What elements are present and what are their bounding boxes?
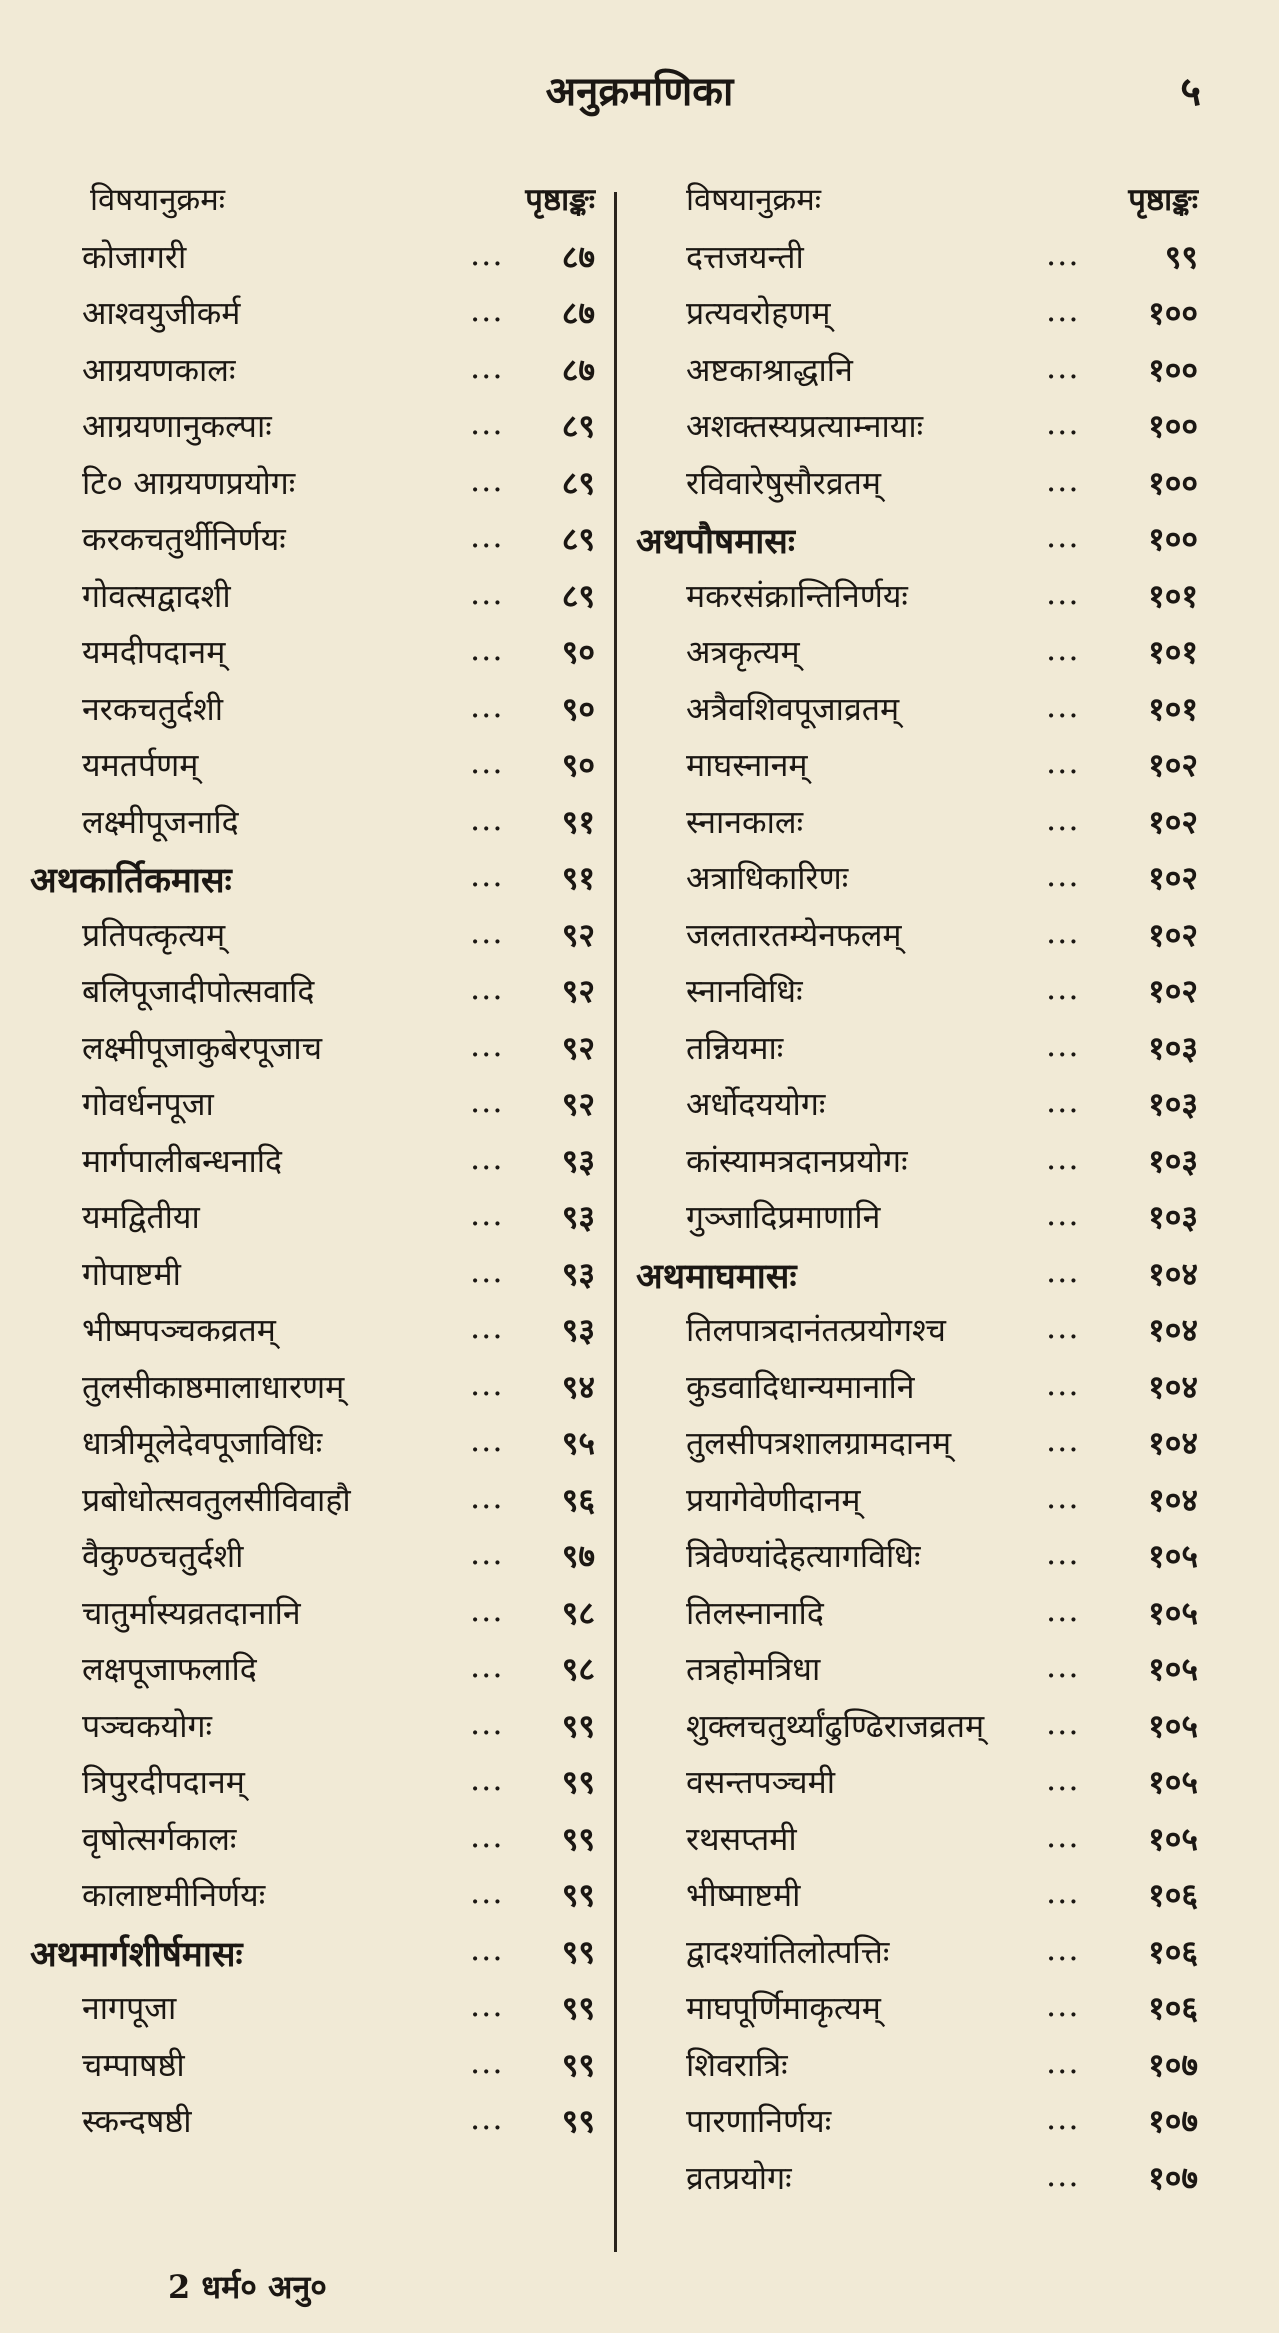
- entry-label: आग्रयणकालः: [82, 350, 236, 389]
- index-entry: [636, 848, 1198, 905]
- index-entry: [30, 1357, 595, 1414]
- entry-page-number: ९१: [561, 802, 595, 841]
- index-entry: [636, 1357, 1198, 1414]
- entry-label: गुञ्जादिप्रमाणानि: [686, 1198, 881, 1236]
- index-section-heading: [636, 1244, 1198, 1301]
- entry-page-number: ८९: [561, 463, 595, 502]
- index-column-right: [636, 170, 1198, 2204]
- entry-label: टि० आग्रयणप्रयोगः: [82, 463, 296, 502]
- dot-leader: ...: [1046, 630, 1080, 668]
- entry-page-number: १०४: [1148, 1311, 1198, 1349]
- index-entry: [636, 1696, 1198, 1753]
- index-entry: [30, 905, 595, 962]
- index-entry: [636, 1526, 1198, 1583]
- index-entry: [636, 1300, 1198, 1357]
- dot-leader: ...: [470, 1986, 504, 2024]
- dot-leader: ...: [470, 1873, 504, 1911]
- entry-page-number: ९१: [561, 859, 595, 897]
- dot-leader: ...: [1046, 1138, 1080, 1177]
- entry-label: अत्रैवशिवपूजाव्रतम्: [686, 689, 900, 728]
- entry-page-number: १०५: [1148, 1593, 1198, 1632]
- index-entry: [30, 1809, 595, 1866]
- entry-label: यमद्वितीया: [82, 1198, 200, 1236]
- dot-leader: ...: [1046, 347, 1080, 386]
- dot-leader: ...: [470, 1477, 504, 1516]
- page-header: [0, 62, 1279, 122]
- index-entry: [30, 1187, 595, 1244]
- entry-page-number: १०५: [1148, 1763, 1198, 1801]
- entry-page-number: १०७: [1148, 2102, 1198, 2140]
- index-entry: [30, 283, 595, 340]
- index-section-heading: [30, 848, 595, 905]
- dot-leader: ...: [1046, 1308, 1080, 1346]
- entry-label: तुलसीपत्रशालग्रामदानम्: [686, 1424, 952, 1462]
- index-entry: [636, 622, 1198, 679]
- dot-leader: ...: [470, 517, 504, 555]
- entry-page-number: १०४: [1148, 1480, 1198, 1519]
- index-entry: [636, 961, 1198, 1018]
- dot-leader: ...: [1046, 2155, 1080, 2194]
- dot-leader: ...: [470, 1703, 504, 1742]
- index-entry: [636, 396, 1198, 453]
- index-entry: [30, 1978, 595, 2035]
- dot-leader: ...: [1046, 404, 1080, 442]
- heading-topic: विषयानुक्रमः: [686, 182, 822, 218]
- entry-page-number: १०३: [1148, 1028, 1198, 1067]
- index-entry: [636, 227, 1198, 284]
- dot-leader: ...: [1046, 517, 1080, 555]
- entry-label: कालाष्टमीनिर्णयः: [82, 1876, 266, 1914]
- entry-label: अथमाघमासः: [636, 1255, 797, 1297]
- entry-label: तुलसीकाष्ठमालाधारणम्: [82, 1367, 345, 1406]
- index-entry: [30, 227, 595, 284]
- dot-leader: ...: [470, 347, 504, 386]
- entry-page-number: १००: [1148, 407, 1198, 445]
- entry-label: वसन्तपञ्चमी: [686, 1763, 836, 1801]
- index-section-heading: [30, 1922, 595, 1979]
- entry-label: पारणानिर्णयः: [686, 2102, 832, 2140]
- dot-leader: ...: [470, 1590, 504, 1629]
- entry-label: त्रिपुरदीपदानम्: [82, 1763, 245, 1801]
- index-entry: [30, 1526, 595, 1583]
- entry-page-number: ९७: [561, 1537, 595, 1575]
- index-entry: [636, 735, 1198, 792]
- heading-page: पृष्ठाङ्कः: [1128, 182, 1198, 218]
- entry-page-number: ८७: [561, 294, 595, 332]
- dot-leader: ...: [1046, 2099, 1080, 2137]
- index-entry: [636, 1187, 1198, 1244]
- index-entry: [636, 679, 1198, 736]
- index-entry: [636, 792, 1198, 849]
- entry-page-number: १००: [1148, 463, 1198, 502]
- dot-leader: ...: [470, 912, 504, 951]
- index-entry: [636, 283, 1198, 340]
- dot-leader: ...: [470, 969, 504, 1007]
- dot-leader: ...: [1046, 799, 1080, 838]
- signature-mark: 2 धर्म० अनु०: [168, 2268, 327, 2306]
- entry-label: धात्रीमूलेदेवपूजाविधिः: [82, 1424, 323, 1462]
- entry-page-number: ९२: [561, 1085, 595, 1123]
- dot-leader: ...: [470, 799, 504, 838]
- entry-page-number: १००: [1148, 294, 1198, 332]
- entry-label: अशक्तस्यप्रत्याम्नायाः: [686, 407, 924, 445]
- entry-page-number: ९३: [561, 1198, 595, 1236]
- entry-page-number: १०४: [1148, 1424, 1198, 1462]
- entry-page-number: ८७: [561, 350, 595, 389]
- dot-leader: ...: [470, 1308, 504, 1346]
- entry-page-number: १०२: [1148, 859, 1198, 897]
- index-entry: [636, 453, 1198, 510]
- dot-leader: ...: [470, 856, 504, 894]
- entry-label: लक्षपूजाफलादि: [82, 1650, 257, 1688]
- dot-leader: ...: [1046, 291, 1080, 329]
- column-divider: [614, 192, 617, 2252]
- entry-page-number: १०४: [1148, 1254, 1198, 1293]
- entry-page-number: ९०: [561, 689, 595, 728]
- dot-leader: ...: [1046, 969, 1080, 1007]
- entry-page-number: ९५: [561, 1424, 595, 1462]
- entry-label: गोवर्धनपूजा: [82, 1085, 214, 1123]
- entry-label: यमदीपदानम्: [82, 633, 226, 671]
- entry-page-number: ९९: [561, 1989, 595, 2027]
- index-entry: [636, 1752, 1198, 1809]
- entry-label: पञ्चकयोगः: [82, 1706, 212, 1745]
- entry-label: तिलस्नानादि: [686, 1593, 824, 1632]
- entry-label: स्नानकालः: [686, 802, 804, 841]
- dot-leader: ...: [470, 2042, 504, 2081]
- entry-label: रविवारेषुसौरव्रतम्: [686, 463, 882, 502]
- index-entry: [636, 1131, 1198, 1188]
- entry-page-number: ९८: [561, 1593, 595, 1632]
- dot-leader: ...: [470, 630, 504, 668]
- entry-page-number: ९९: [561, 1819, 595, 1858]
- entry-label: बलिपूजादीपोत्सवादि: [82, 972, 315, 1010]
- dot-leader: ...: [1046, 856, 1080, 894]
- entry-page-number: १०२: [1148, 802, 1198, 841]
- entry-page-number: १०३: [1148, 1198, 1198, 1236]
- dot-leader: ...: [470, 1082, 504, 1120]
- entry-page-number: १०७: [1148, 2045, 1198, 2084]
- dot-leader: ...: [1046, 1534, 1080, 1572]
- index-entry: [636, 1413, 1198, 1470]
- index-entry: [30, 2091, 595, 2148]
- dot-leader: ...: [1046, 912, 1080, 951]
- entry-label: अथमार्गशीर्षमासः: [30, 1933, 243, 1975]
- dot-leader: ...: [470, 1421, 504, 1459]
- entry-label: मकरसंक्रान्तिनिर्णयः: [686, 576, 908, 615]
- dot-leader: ...: [470, 234, 504, 273]
- entry-label: लक्ष्मीपूजाकुबेरपूजाच: [82, 1028, 323, 1067]
- entry-page-number: ९९: [561, 1932, 595, 1971]
- index-entry: [30, 1300, 595, 1357]
- dot-leader: ...: [1046, 234, 1080, 273]
- index-entry: [30, 1865, 595, 1922]
- entry-label: कुडवादिधान्यमानानि: [686, 1367, 915, 1406]
- column-heading: [636, 170, 1198, 227]
- entry-page-number: ९८: [561, 1650, 595, 1688]
- index-column-left: [30, 170, 595, 2148]
- index-entry: [30, 566, 595, 623]
- dot-leader: ...: [470, 291, 504, 329]
- index-entry: [636, 1470, 1198, 1527]
- entry-label: जलतारतम्येनफलम्: [686, 915, 902, 954]
- entry-page-number: ९९: [561, 2102, 595, 2140]
- entry-page-number: १०४: [1148, 1367, 1198, 1406]
- entry-page-number: ९३: [561, 1311, 595, 1349]
- entry-label: तन्नियमाः: [686, 1028, 784, 1067]
- dot-leader: ...: [470, 1025, 504, 1064]
- dot-leader: ...: [470, 1251, 504, 1290]
- index-entry: [636, 566, 1198, 623]
- entry-label: चम्पाषष्ठी: [82, 2045, 185, 2084]
- entry-page-number: १०२: [1148, 972, 1198, 1010]
- index-entry: [636, 1639, 1198, 1696]
- index-entry: [636, 2035, 1198, 2092]
- dot-leader: ...: [470, 460, 504, 499]
- dot-leader: ...: [470, 1760, 504, 1798]
- entry-page-number: ८७: [561, 237, 595, 276]
- index-entry: [636, 2091, 1198, 2148]
- entry-label: कांस्यामत्रदानप्रयोगः: [686, 1141, 908, 1180]
- dot-leader: ...: [470, 1929, 504, 1968]
- index-entry: [30, 509, 595, 566]
- entry-page-number: १०६: [1148, 1876, 1198, 1914]
- dot-leader: ...: [1046, 460, 1080, 499]
- entry-label: अथकार्तिकमासः: [30, 860, 232, 901]
- entry-label: मार्गपालीबन्धनादि: [82, 1141, 283, 1180]
- index-entry: [30, 792, 595, 849]
- index-entry: [636, 1865, 1198, 1922]
- dot-leader: ...: [470, 1816, 504, 1855]
- dot-leader: ...: [470, 743, 504, 781]
- index-entry: [30, 679, 595, 736]
- column-heading: [30, 170, 595, 227]
- entry-page-number: १०३: [1148, 1085, 1198, 1123]
- dot-leader: ...: [1046, 1082, 1080, 1120]
- entry-label: यमतर्पणम्: [82, 746, 199, 784]
- entry-page-number: १०५: [1148, 1706, 1198, 1745]
- dot-leader: ...: [1046, 1477, 1080, 1516]
- entry-label: अत्रकृत्यम्: [686, 633, 800, 671]
- entry-page-number: ९९: [561, 1706, 595, 1745]
- page-title: अनुक्रमणिका: [545, 68, 734, 115]
- entry-label: स्नानविधिः: [686, 972, 803, 1010]
- entry-page-number: ९९: [561, 1763, 595, 1801]
- entry-label: करकचतुर्थीनिर्णयः: [82, 520, 286, 558]
- entry-label: चातुर्मास्यव्रतदानानि: [82, 1593, 301, 1632]
- index-entry: [30, 1131, 595, 1188]
- index-entry: [636, 1074, 1198, 1131]
- entry-label: अष्टकाश्राद्धानि: [686, 350, 853, 389]
- entry-label: लक्ष्मीपूजनादि: [82, 802, 239, 841]
- index-entry: [30, 961, 595, 1018]
- dot-leader: ...: [1046, 1590, 1080, 1629]
- dot-leader: ...: [470, 1138, 504, 1177]
- entry-label: आश्वयुजीकर्म: [82, 294, 241, 332]
- dot-leader: ...: [1046, 1929, 1080, 1968]
- dot-leader: ...: [1046, 1647, 1080, 1685]
- entry-page-number: १०१: [1148, 633, 1198, 671]
- dot-leader: ...: [1046, 1816, 1080, 1855]
- entry-label: कोजागरी: [82, 237, 187, 276]
- entry-label: प्रतिपत्कृत्यम्: [82, 915, 226, 954]
- entry-page-number: ९२: [561, 1028, 595, 1067]
- entry-label: शुक्लचतुर्थ्यांढुण्ढिराजव्रतम्: [686, 1706, 985, 1745]
- entry-page-number: ९६: [561, 1480, 595, 1519]
- dot-leader: ...: [470, 573, 504, 612]
- dot-leader: ...: [1046, 743, 1080, 781]
- dot-leader: ...: [1046, 1760, 1080, 1798]
- entry-page-number: १००: [1148, 350, 1198, 389]
- entry-label: माघपूर्णिमाकृत्यम्: [686, 1989, 881, 2027]
- entry-label: प्रबोधोत्सवतुलसीविवाहौ: [82, 1480, 351, 1519]
- dot-leader: ...: [1046, 1025, 1080, 1064]
- dot-leader: ...: [1046, 1195, 1080, 1233]
- index-entry: [30, 1583, 595, 1640]
- entry-label: त्रिवेण्यांदेहत्यागविधिः: [686, 1537, 921, 1575]
- page-number: ५: [1180, 68, 1201, 115]
- entry-page-number: १०६: [1148, 1932, 1198, 1971]
- dot-leader: ...: [1046, 1873, 1080, 1911]
- index-entry: [30, 1470, 595, 1527]
- entry-label: गोपाष्टमी: [82, 1254, 181, 1293]
- dot-leader: ...: [470, 404, 504, 442]
- dot-leader: ...: [470, 1647, 504, 1685]
- dot-leader: ...: [1046, 573, 1080, 612]
- dot-leader: ...: [470, 1534, 504, 1572]
- entry-page-number: १०७: [1148, 2158, 1198, 2197]
- entry-page-number: ९३: [561, 1141, 595, 1180]
- entry-page-number: ९२: [561, 915, 595, 954]
- index-entry: [30, 622, 595, 679]
- dot-leader: ...: [470, 1364, 504, 1403]
- index-entry: [30, 1413, 595, 1470]
- dot-leader: ...: [1046, 686, 1080, 725]
- index-entry: [636, 1018, 1198, 1075]
- dot-leader: ...: [1046, 1421, 1080, 1459]
- index-entry: [30, 1696, 595, 1753]
- entry-label: नागपूजा: [82, 1989, 177, 2027]
- entry-label: शिवरात्रिः: [686, 2045, 788, 2084]
- entry-label: द्वादश्यांतिलोत्पत्तिः: [686, 1932, 890, 1971]
- index-entry: [636, 1978, 1198, 2035]
- entry-label: अथपौषमासः: [636, 521, 796, 562]
- index-entry: [30, 1074, 595, 1131]
- index-entry: [30, 340, 595, 397]
- entry-label: स्कन्दषष्ठी: [82, 2102, 192, 2140]
- entry-page-number: १०३: [1148, 1141, 1198, 1180]
- entry-page-number: ९०: [561, 633, 595, 671]
- entry-label: भीष्मपञ्चकव्रतम्: [82, 1311, 276, 1349]
- entry-label: आग्रयणानुकल्पाः: [82, 407, 272, 445]
- dot-leader: ...: [470, 1195, 504, 1233]
- entry-page-number: ८९: [561, 576, 595, 615]
- entry-label: वैकुण्ठचतुर्दशी: [82, 1537, 244, 1575]
- entry-label: अर्धोदययोगः: [686, 1085, 826, 1123]
- entry-page-number: १०१: [1148, 689, 1198, 728]
- entry-label: रथसप्तमी: [686, 1819, 797, 1858]
- entry-page-number: १०५: [1148, 1537, 1198, 1575]
- entry-page-number: ९९: [1164, 237, 1198, 276]
- entry-label: व्रतप्रयोगः: [686, 2158, 792, 2197]
- entry-page-number: ९९: [561, 1876, 595, 1914]
- heading-page: पृष्ठाङ्कः: [525, 182, 595, 218]
- index-entry: [30, 453, 595, 510]
- index-entry: [636, 1583, 1198, 1640]
- entry-page-number: १०२: [1148, 915, 1198, 954]
- index-entry: [636, 905, 1198, 962]
- dot-leader: ...: [1046, 1986, 1080, 2024]
- index-entry: [30, 1244, 595, 1301]
- heading-topic: विषयानुक्रमः: [90, 182, 226, 218]
- index-entry: [30, 2035, 595, 2092]
- entry-page-number: ९३: [561, 1254, 595, 1293]
- entry-label: अत्राधिकारिणः: [686, 859, 849, 897]
- dot-leader: ...: [470, 2099, 504, 2137]
- entry-page-number: ८९: [561, 520, 595, 558]
- entry-page-number: १०५: [1148, 1650, 1198, 1688]
- index-entry: [30, 1639, 595, 1696]
- entry-label: तत्रहोमत्रिधा: [686, 1650, 821, 1688]
- index-entry: [30, 1752, 595, 1809]
- entry-label: गोवत्सद्वादशी: [82, 576, 231, 615]
- entry-page-number: १०२: [1148, 746, 1198, 784]
- entry-page-number: ९०: [561, 746, 595, 784]
- index-entry: [30, 1018, 595, 1075]
- dot-leader: ...: [1046, 1364, 1080, 1403]
- entry-label: नरकचतुर्दशी: [82, 689, 224, 728]
- index-entry: [636, 1922, 1198, 1979]
- entry-label: तिलपात्रदानंतत्प्रयोगश्च: [686, 1311, 946, 1349]
- entry-label: प्रयागेवेणीदानम्: [686, 1480, 861, 1519]
- entry-page-number: ९२: [561, 972, 595, 1010]
- index-entry: [30, 396, 595, 453]
- index-entry: [636, 340, 1198, 397]
- entry-page-number: १००: [1148, 520, 1198, 558]
- entry-page-number: ९४: [561, 1367, 595, 1406]
- index-section-heading: [636, 509, 1198, 566]
- dot-leader: ...: [1046, 1251, 1080, 1290]
- entry-page-number: १०६: [1148, 1989, 1198, 2027]
- entry-page-number: १०१: [1148, 576, 1198, 615]
- index-entry: [30, 735, 595, 792]
- entry-page-number: १०५: [1148, 1819, 1198, 1858]
- entry-page-number: ९९: [561, 2045, 595, 2084]
- index-entry: [636, 1809, 1198, 1866]
- dot-leader: ...: [470, 686, 504, 725]
- entry-label: दत्तजयन्ती: [686, 237, 804, 276]
- dot-leader: ...: [1046, 2042, 1080, 2081]
- entry-page-number: ८९: [561, 407, 595, 445]
- entry-label: प्रत्यवरोहणम्: [686, 294, 831, 332]
- entry-label: भीष्माष्टमी: [686, 1876, 801, 1914]
- index-entry: [636, 2148, 1198, 2205]
- entry-label: माघस्नानम्: [686, 746, 808, 784]
- entry-label: वृषोत्सर्गकालः: [82, 1819, 237, 1858]
- dot-leader: ...: [1046, 1703, 1080, 1742]
